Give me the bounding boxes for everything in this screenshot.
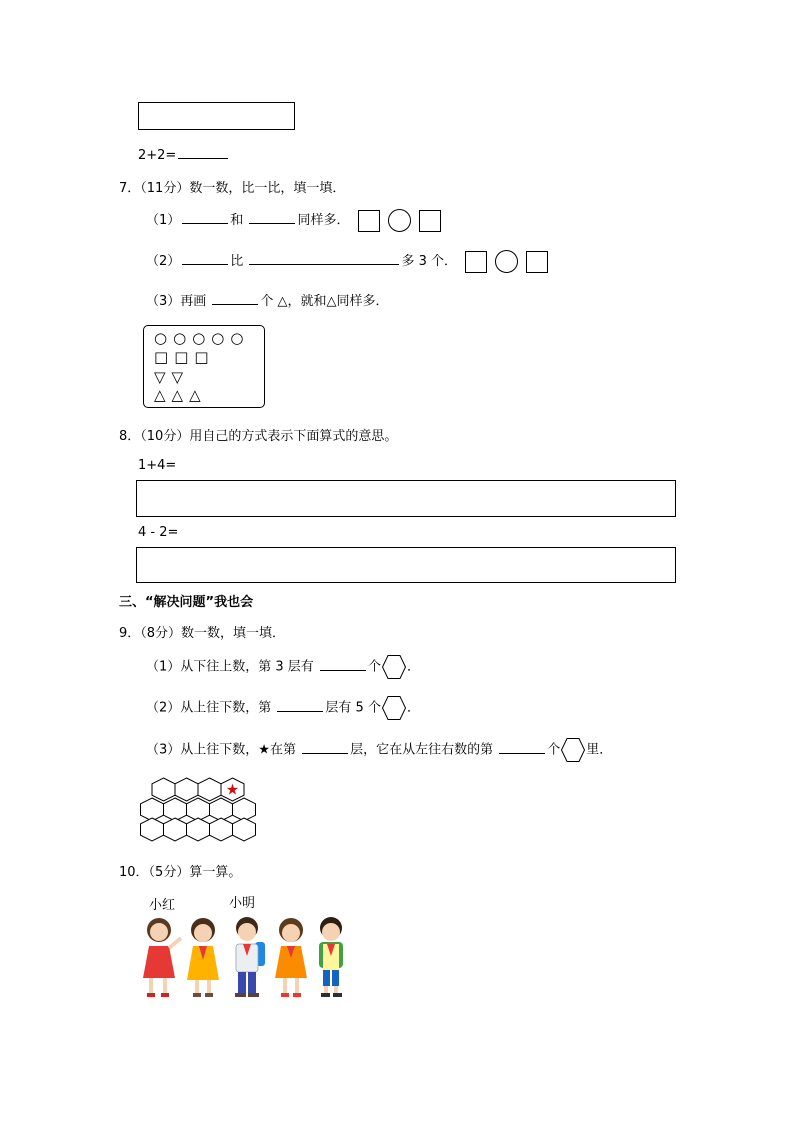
answer-blank[interactable] <box>277 699 323 712</box>
hexagon-icon <box>560 737 586 763</box>
suffix-text: 多 3 个． <box>401 254 457 269</box>
connector-text: 和 <box>230 213 244 228</box>
children-figures <box>137 908 353 1002</box>
answer-box-top[interactable] <box>138 102 295 130</box>
circle-shape: ○ <box>192 329 208 347</box>
answer-blank[interactable] <box>182 211 228 224</box>
part-label: （3）从上往下数， <box>146 742 259 758</box>
answer-blank[interactable] <box>249 211 295 224</box>
section-3-title: 三、“解决问题”我也会 <box>119 595 254 610</box>
q8-equation-1: 1+4= <box>138 458 177 473</box>
red-star-icon: ★ <box>225 780 240 799</box>
q7-part2 <box>146 250 548 274</box>
suffix-text: 层有 5 个 <box>325 700 381 716</box>
q9-part2 <box>146 695 420 722</box>
pyramid-hexagon <box>175 778 198 801</box>
star-icon: ★ <box>258 742 270 758</box>
connector-text: 层，它在从左往右数的第 <box>350 742 494 758</box>
q9-part1 <box>146 654 420 681</box>
answer-blank[interactable] <box>499 741 545 754</box>
q9-title: 9．（8分）数一数，填一填． <box>119 626 286 641</box>
pyramid-hexagon <box>198 778 221 801</box>
circle-row <box>154 329 249 347</box>
end-punct: ． <box>406 659 420 675</box>
square-choice-box[interactable] <box>526 251 548 273</box>
pyramid-hexagon <box>233 818 256 841</box>
end-punct: 里． <box>586 742 613 758</box>
circle-choice-box[interactable] <box>495 250 518 273</box>
pyramid-hexagon <box>164 818 187 841</box>
pyramid-hexagon <box>141 818 164 841</box>
part-label: （2）从上往下数，第 <box>146 700 272 716</box>
pyramid-hexagon <box>187 818 210 841</box>
inverted-triangle-shape: ▽ <box>171 368 186 386</box>
equation-2-plus-2 <box>138 146 230 163</box>
equation-text: 2+2= <box>138 148 177 163</box>
label-xiaoming: 小明 <box>229 896 256 911</box>
q10-title: 10．（5分）算一算。 <box>119 865 242 880</box>
pyramid-hexagon <box>152 778 175 801</box>
triangle-shape: △ <box>154 386 168 404</box>
child-figure-4 <box>275 918 307 997</box>
pyramid-hexagon <box>210 818 233 841</box>
q7-title: 7．（11分）数一数，比一比，填一填． <box>119 181 346 196</box>
child-figure-2 <box>187 918 219 997</box>
circle-shape: ○ <box>230 329 246 347</box>
connector-text: 比 <box>230 254 244 269</box>
child-figure-1 <box>143 918 181 997</box>
inverted-triangle-row <box>154 368 189 386</box>
triangle-shape: △ <box>171 386 186 404</box>
triangle-shape: △ <box>189 386 203 404</box>
shapes-panel <box>143 325 265 408</box>
connector-text: 在第 <box>269 742 296 758</box>
hexagon-icon <box>381 654 407 680</box>
end-punct: ． <box>406 700 420 716</box>
inverted-triangle-shape: ▽ <box>154 368 168 386</box>
unit-text: 个 <box>367 659 381 675</box>
answer-box-2[interactable] <box>136 547 676 583</box>
circle-shape: ○ <box>154 329 170 347</box>
square-choice-box[interactable] <box>465 251 487 273</box>
answer-blank[interactable] <box>249 252 399 265</box>
q8-title: 8．（10分）用自己的方式表示下面算式的意思。 <box>119 429 398 444</box>
suffix-text: 个 △，就和△同样多． <box>260 294 389 309</box>
square-row <box>154 348 215 366</box>
circle-shape: ○ <box>173 329 189 347</box>
answer-blank[interactable] <box>178 146 228 159</box>
part-label: （2） <box>146 254 181 269</box>
answer-blank[interactable] <box>182 252 228 265</box>
q9-part3 <box>146 737 612 764</box>
suffix-text: 同样多． <box>297 213 350 228</box>
part-label: （3）再画 <box>146 294 207 309</box>
answer-blank[interactable] <box>212 292 258 305</box>
part-label: （1） <box>146 213 181 228</box>
q7-part1 <box>146 209 441 233</box>
part-label: （1）从下往上数，第 3 层有 <box>146 659 314 675</box>
unit-text: 个 <box>547 742 561 758</box>
q7-part3 <box>146 290 389 309</box>
square-shape: □ <box>154 348 171 366</box>
triangle-row <box>154 386 207 404</box>
hexagon-pyramid <box>138 776 263 846</box>
square-choice-box[interactable] <box>419 210 441 232</box>
square-shape: □ <box>174 348 191 366</box>
answer-box-1[interactable] <box>136 480 676 517</box>
circle-choice-box[interactable] <box>388 209 411 232</box>
label-xiaohong: 小红 <box>149 898 176 913</box>
circle-shape: ○ <box>211 329 227 347</box>
answer-blank[interactable] <box>320 658 366 671</box>
square-shape: □ <box>194 348 211 366</box>
square-choice-box[interactable] <box>358 210 380 232</box>
hexagon-icon <box>381 695 407 721</box>
child-figure-5 <box>319 917 343 997</box>
q8-equation-2: 4 - 2= <box>138 525 179 540</box>
children-illustration <box>137 890 353 1002</box>
answer-blank[interactable] <box>302 741 348 754</box>
child-figure-3 <box>235 917 265 997</box>
